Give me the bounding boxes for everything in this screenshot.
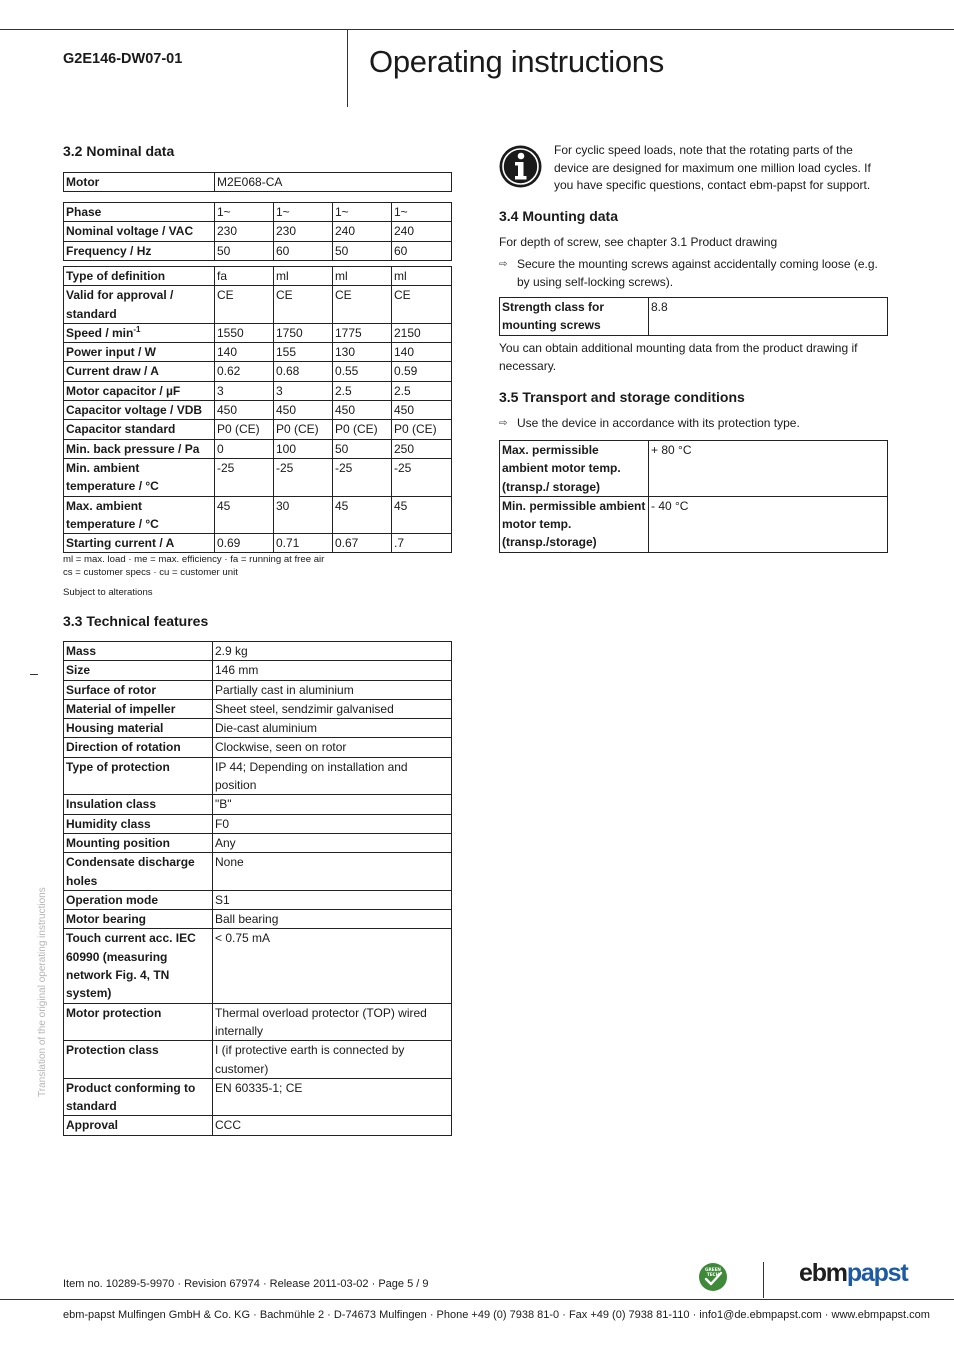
cell-value: 3 xyxy=(215,381,274,400)
row-label: Capacitor voltage / VDB xyxy=(64,401,215,420)
cell-value: CE xyxy=(392,286,452,324)
footer-rule xyxy=(0,1299,954,1300)
footer-item-info: Item no. 10289-5-9970 · Revision 67974 · Release 2011-03-02 · Page 5 / 9 xyxy=(63,1278,429,1290)
page-title: Operating instructions xyxy=(369,44,664,79)
cell-value: 450 xyxy=(215,401,274,420)
cell-value: 100 xyxy=(274,439,333,458)
cell-value: CE xyxy=(333,286,392,324)
cell-value: Ball bearing xyxy=(213,910,452,929)
transport-bullet-text: Use the device in accordance with its protection type. xyxy=(517,416,800,430)
cell-value: 450 xyxy=(274,401,333,420)
cell-value: 60 xyxy=(274,241,333,260)
table-row xyxy=(64,203,452,222)
nominal-data-heading: 3.2 Nominal data xyxy=(63,143,175,159)
cell-value: 0.71 xyxy=(274,534,333,553)
mounting-bullet xyxy=(499,256,887,291)
cell-value: 45 xyxy=(392,496,452,534)
margin-mark xyxy=(30,674,38,675)
cell-value: 1~ xyxy=(274,203,333,222)
row-label: Valid for approval / standard xyxy=(64,286,215,324)
info-note-text: For cyclic speed loads, note that the rotating parts of the device are designed for maximum one million load cycles. If you have specific questions, contact ebm-papst for support. xyxy=(554,143,871,192)
cell-value: 1550 xyxy=(215,323,274,342)
row-label: Humidity class xyxy=(64,814,213,833)
cell-value: 50 xyxy=(215,241,274,260)
table-row xyxy=(64,642,452,661)
svg-text:TECH: TECH xyxy=(706,1272,720,1277)
cell-value: CCC xyxy=(213,1116,452,1135)
cell-value: IP 44; Depending on installation and position xyxy=(213,757,452,795)
cell-value: Sheet steel, sendzimir galvanised xyxy=(213,699,452,718)
table-row xyxy=(64,381,452,400)
cell-value: EN 60335-1; CE xyxy=(213,1078,452,1116)
table-row xyxy=(64,222,452,241)
cell-value: + 80 °C xyxy=(649,441,888,497)
table-row xyxy=(64,699,452,718)
row-label: Phase xyxy=(64,203,215,222)
cell-value: 0.69 xyxy=(215,534,274,553)
cell-value: P0 (CE) xyxy=(215,420,274,439)
row-label: Speed / $\min^{-1}$ xyxy=(64,323,215,342)
table-row xyxy=(500,298,888,336)
row-label: Max. ambient temperature / °C xyxy=(64,496,215,534)
cell-value: "B" xyxy=(213,795,452,814)
table-row xyxy=(64,890,452,909)
row-label: Min. ambient temperature / °C xyxy=(64,458,215,496)
row-label: Surface of rotor xyxy=(64,680,213,699)
translation-note: Translation of the original operating instructions xyxy=(37,887,48,1097)
cell-value: 50 xyxy=(333,241,392,260)
row-label: Condensate discharge holes xyxy=(64,853,213,891)
cell-value: 30 xyxy=(274,496,333,534)
cell-value: ml xyxy=(392,267,452,286)
cell-value: P0 (CE) xyxy=(333,420,392,439)
cell-value: 2.9 kg xyxy=(213,642,452,661)
cell-value: 140 xyxy=(215,343,274,362)
table-row xyxy=(64,1078,452,1116)
row-label: Housing material xyxy=(64,719,213,738)
table-row xyxy=(64,1041,452,1079)
operating-data-table xyxy=(63,266,452,553)
cell-value: 60 xyxy=(392,241,452,260)
legend-line-2: cs = customer specs · cu = customer unit xyxy=(63,567,238,578)
cell-value: .7 xyxy=(392,534,452,553)
electrical-data-table xyxy=(63,202,452,261)
cell-value: 1775 xyxy=(333,323,392,342)
cell-value: ml xyxy=(274,267,333,286)
unit-exponent: -1 xyxy=(133,324,141,334)
cell-value: 155 xyxy=(274,343,333,362)
subject-to-alterations: Subject to alterations xyxy=(63,587,153,598)
cell-value: -25 xyxy=(333,458,392,496)
table-row xyxy=(64,814,452,833)
table-row xyxy=(64,680,452,699)
transport-bullet xyxy=(499,415,887,433)
cell-value: - 40 °C xyxy=(649,496,888,552)
mounting-outro: You can obtain additional mounting data from the product drawing if necessary. xyxy=(499,341,858,373)
cell-value: 0.62 xyxy=(215,362,274,381)
cell-value: 140 xyxy=(392,343,452,362)
cell-value: ml xyxy=(333,267,392,286)
row-label: Touch current acc. IEC 60990 (measuring network Fig. 4, TN system) xyxy=(64,929,213,1003)
mounting-bullet-text: Secure the mounting screws against accidentally coming loose (e.g. by using self-locking screws). xyxy=(517,257,878,289)
cell-value: 2.5 xyxy=(333,381,392,400)
cell-value: 240 xyxy=(333,222,392,241)
table-row xyxy=(64,853,452,891)
cell-value: None xyxy=(213,853,452,891)
arrow-icon: ⇨ xyxy=(499,259,508,270)
cell-value: 0.68 xyxy=(274,362,333,381)
cell-value: Clockwise, seen on rotor xyxy=(213,738,452,757)
table-row xyxy=(64,343,452,362)
cell-value: < 0.75 mA xyxy=(213,929,452,1003)
table-row xyxy=(64,267,452,286)
row-label: Size xyxy=(64,661,213,680)
cell-value: 2150 xyxy=(392,323,452,342)
row-label: Motor capacitor / µF xyxy=(64,381,215,400)
cell-value: 1~ xyxy=(392,203,452,222)
cell-value: 1750 xyxy=(274,323,333,342)
technical-features-table xyxy=(63,641,452,1136)
header-divider xyxy=(347,29,348,107)
ebmpapst-logo: ebmpapst xyxy=(799,1259,908,1287)
cell-value: 146 mm xyxy=(213,661,452,680)
cell-value: Die-cast aluminium xyxy=(213,719,452,738)
cell-value: -25 xyxy=(215,458,274,496)
row-label: Approval xyxy=(64,1116,213,1135)
header-top-rule xyxy=(0,29,954,30)
table-row xyxy=(64,458,452,496)
info-icon xyxy=(498,144,543,189)
table-row xyxy=(64,719,452,738)
cell-value: -25 xyxy=(392,458,452,496)
row-label: Material of impeller xyxy=(64,699,213,718)
row-label: Mass xyxy=(64,642,213,661)
row-label: Min. permissible ambient motor temp. (transp./storage) xyxy=(500,496,649,552)
transport-heading: 3.5 Transport and storage conditions xyxy=(499,389,745,405)
mounting-intro: For depth of screw, see chapter 3.1 Product drawing xyxy=(499,235,778,249)
cell-value: -25 xyxy=(274,458,333,496)
row-label: Protection class xyxy=(64,1041,213,1079)
cell-value: I (if protective earth is connected by customer) xyxy=(213,1041,452,1079)
row-label: Motor bearing xyxy=(64,910,213,929)
table-row xyxy=(64,534,452,553)
row-label: Direction of rotation xyxy=(64,738,213,757)
cell-value: fa xyxy=(215,267,274,286)
svg-text:GREEN: GREEN xyxy=(705,1267,721,1272)
row-label: Frequency / Hz xyxy=(64,241,215,260)
table-row xyxy=(64,757,452,795)
row-label: Insulation class xyxy=(64,795,213,814)
cell-value: F0 xyxy=(213,814,452,833)
cell-value: 1~ xyxy=(215,203,274,222)
row-label: Product conforming to standard xyxy=(64,1078,213,1116)
motor-label: Motor xyxy=(64,173,215,192)
strength-class-table xyxy=(499,297,888,336)
table-row xyxy=(500,441,888,497)
cell-value: 450 xyxy=(333,401,392,420)
cell-value: CE xyxy=(274,286,333,324)
row-label: Current draw / A xyxy=(64,362,215,381)
table-row xyxy=(64,1116,452,1135)
row-label: Operation mode xyxy=(64,890,213,909)
row-label: Motor protection xyxy=(64,1003,213,1041)
row-label: Type of definition xyxy=(64,267,215,286)
row-label: Max. permissible ambient motor temp. (transp./ storage) xyxy=(500,441,649,497)
table-row xyxy=(500,496,888,552)
transport-table xyxy=(499,440,888,553)
row-label: Capacitor standard xyxy=(64,420,215,439)
table-row xyxy=(64,401,452,420)
cell-value: 130 xyxy=(333,343,392,362)
row-label: Starting current / A xyxy=(64,534,215,553)
table-row xyxy=(64,661,452,680)
cell-value: 1~ xyxy=(333,203,392,222)
table-row xyxy=(64,241,452,260)
cell-value: 450 xyxy=(392,401,452,420)
cell-value: 45 xyxy=(215,496,274,534)
cell-value: 50 xyxy=(333,439,392,458)
table-row xyxy=(64,286,452,324)
cell-value: Thermal overload protector (TOP) wired internally xyxy=(213,1003,452,1041)
cell-value: 0.67 xyxy=(333,534,392,553)
cell-value: 240 xyxy=(392,222,452,241)
table-row xyxy=(64,833,452,852)
cell-value: 45 xyxy=(333,496,392,534)
row-label: Power input / W xyxy=(64,343,215,362)
table-row xyxy=(64,1003,452,1041)
cell-value: 0.59 xyxy=(392,362,452,381)
table-row xyxy=(64,496,452,534)
mounting-data-heading: 3.4 Mounting data xyxy=(499,208,618,224)
table-row xyxy=(64,323,452,342)
model-number: G2E146-DW07-01 xyxy=(63,51,183,67)
greentech-logo-icon xyxy=(698,1262,728,1292)
footer-logo-divider xyxy=(763,1262,764,1298)
cell-value: 0.55 xyxy=(333,362,392,381)
row-label: Nominal voltage / VAC xyxy=(64,222,215,241)
strength-class-value: 8.8 xyxy=(649,298,888,336)
table-row xyxy=(64,910,452,929)
row-label: Type of protection xyxy=(64,757,213,795)
cell-value: 3 xyxy=(274,381,333,400)
row-label: Mounting position xyxy=(64,833,213,852)
cell-value: 230 xyxy=(274,222,333,241)
legend-line-1: ml = max. load · me = max. efficiency · fa = running at free air xyxy=(63,554,325,565)
cell-value: CE xyxy=(215,286,274,324)
cell-value: P0 (CE) xyxy=(392,420,452,439)
table-row xyxy=(64,929,452,1003)
row-label: Min. back pressure / Pa xyxy=(64,439,215,458)
cell-value: 230 xyxy=(215,222,274,241)
cell-value: 250 xyxy=(392,439,452,458)
table-row xyxy=(64,738,452,757)
cell-value: S1 xyxy=(213,890,452,909)
cell-value: Partially cast in aluminium xyxy=(213,680,452,699)
table-row xyxy=(64,795,452,814)
table-row xyxy=(64,420,452,439)
table-row xyxy=(64,362,452,381)
arrow-icon: ⇨ xyxy=(499,418,508,429)
strength-class-label: Strength class for mounting screws xyxy=(500,298,649,336)
table-row xyxy=(64,439,452,458)
table-row xyxy=(64,173,452,192)
technical-features-heading: 3.3 Technical features xyxy=(63,613,209,629)
motor-value: M2E068-CA xyxy=(215,173,452,192)
cell-value: Any xyxy=(213,833,452,852)
footer-company-info: ebm-papst Mulfingen GmbH & Co. KG · Bachmühle 2 · D-74673 Mulfingen · Phone +49 (0) 7938 81-0 · Fax +49 (0) 7938 81-110 · info1@de.ebmpapst.com · www.ebmpapst.com xyxy=(63,1309,930,1321)
cell-value: 2.5 xyxy=(392,381,452,400)
motor-table xyxy=(63,172,452,192)
cell-value: P0 (CE) xyxy=(274,420,333,439)
cell-value: 0 xyxy=(215,439,274,458)
